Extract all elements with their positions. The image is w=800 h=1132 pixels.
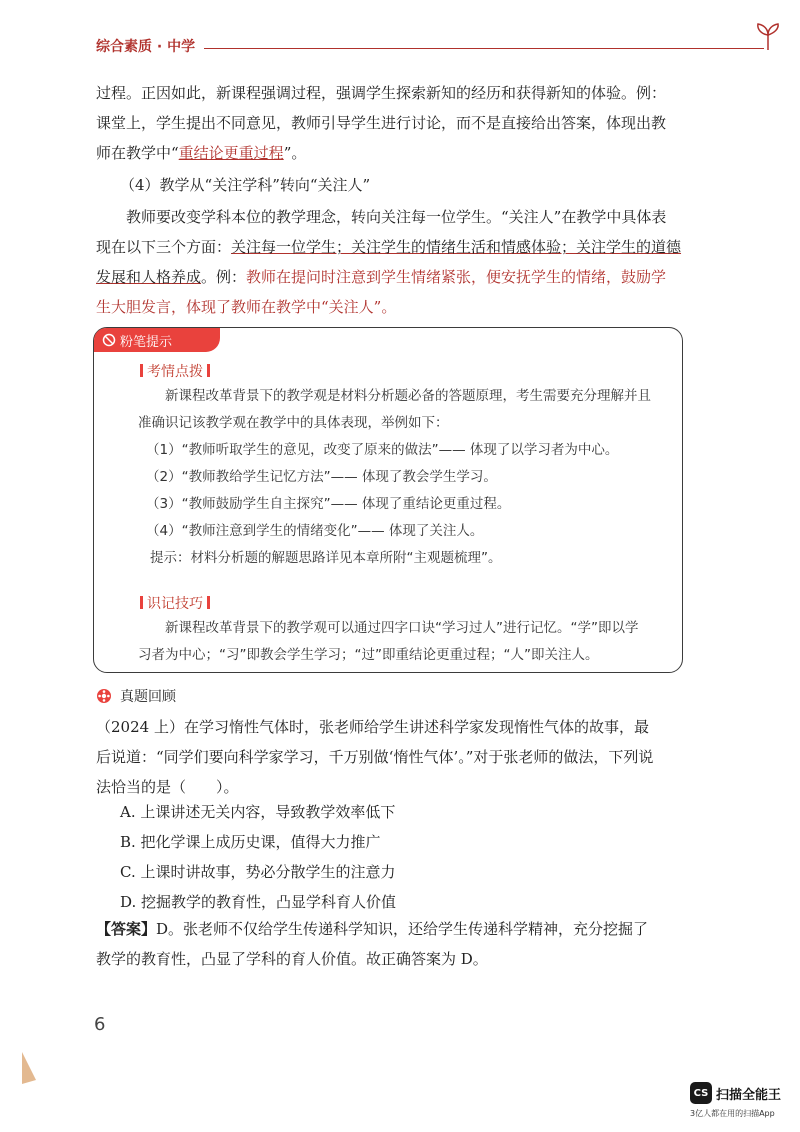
p2-line [96,262,706,292]
tip-intro [138,383,656,437]
scanner-watermark [690,1082,781,1104]
cs-logo: CS [690,1082,712,1104]
flower-icon [96,688,112,704]
review-heading-text: 真题回顾 [120,689,176,705]
section-label-exam [136,361,214,381]
page-corner-decoration [20,1050,38,1086]
body-paragraph-2 [96,202,706,322]
page-number: 6 [94,1014,106,1035]
body-paragraph-1 [96,78,706,168]
highlight-key-phrase: 重结论更重过程 [178,144,284,162]
underlined-points: 关注每一位学生；关注学生的情绪生活和情感体验；关注学生的道德 [231,238,682,256]
cs-tagline: 3亿人都在用的扫描App [690,1109,775,1118]
no-sign-icon [102,333,116,347]
sprout-icon [751,22,785,52]
tip-item: （1）“教师听取学生的意见，改变了原来的做法”—— 体现了以学习者为中心。 [146,442,619,458]
question-line: 后说道：“同学们要向科学家学习，千万别做‘惰性气体’。”对于张老师的做法，下列说 [96,748,654,766]
header-title: 综合素质 · 中学 [96,39,196,55]
question-line: 法恰当的是（ ）。 [96,778,239,796]
answer-text: D。张老师不仅给学生传递科学知识，还给学生传递科学精神，充分挖掘了 [156,920,649,938]
cs-name: 扫描全能王 [716,1087,782,1103]
tip-items [146,437,664,572]
p1-text: 师在教学中“ [96,144,179,162]
tip-intro-line: 准确识记该教学观在教学中的具体表现，举例如下： [138,415,449,431]
answer-line: 教学的教育性，凸显了学科的育人价值。故正确答案为 D。 [96,950,488,968]
example-text: 生大胆发言，体现了教师在教学中“关注人”。 [96,298,397,316]
tip-item: （4）“教师注意到学生的情绪变化”—— 体现了关注人。 [146,523,484,539]
header-rule [204,48,764,49]
p1-text: ”。 [283,144,307,162]
section-label-text: 识记技巧 [147,596,203,612]
section-heading-4: （4）教学从“关注学科”转向“关注人” [120,176,371,194]
tip-item: （3）“教师鼓励学生自主探究”—— 体现了重结论更重过程。 [146,496,511,512]
option-b: B. 把化学课上成历史课，值得大力推广 [120,833,381,851]
p1-line: 课堂上，学生提出不同意见，教师引导学生进行讨论，而不是直接给出答案，体现出教 [96,114,667,132]
review-heading [96,686,176,706]
section-label-text: 考情点拨 [147,364,203,380]
p2-line [96,232,706,262]
option-a: A. 上课讲述无关内容，导致教学效率低下 [120,803,396,821]
underlined-points: 发展和人格养成 [96,268,202,286]
question-stem [96,712,708,802]
answer-block [96,914,708,974]
tip-tab [94,328,220,352]
p2-line: 教师要改变学科本位的教学理念，转向关注每一位学生。“关注人”在教学中具体表 [126,208,667,226]
option-d: D. 挖掘教学的教育性，凸显学科育人价值 [120,893,397,911]
tip-memory-line: 习者为中心；“习”即教会学生学习；“过”即重结论更重过程；“人”即关注人。 [138,647,599,663]
tip-hint: 提示：材料分析题的解题思路详见本章所附“主观题梳理”。 [150,550,502,566]
option-c: C. 上课时讲故事，势必分散学生的注意力 [120,863,396,881]
tip-box [93,327,683,673]
tip-memory-line: 新课程改革背景下的教学观可以通过四字口诀“学习过人”进行记忆。“学”即以学 [165,620,639,636]
p2-text: 现在以下三个方面： [96,238,232,256]
answer-line [96,914,708,944]
p1-line: 过程。正因如此，新课程强调过程，强调学生探索新知的经历和获得新知的体验。例： [96,84,667,102]
p1-line [96,138,706,168]
question-line: （2024 上）在学习惰性气体时，张老师给学生讲述科学家发现惰性气体的故事，最 [96,718,649,736]
tip-intro-line: 新课程改革背景下的教学观是材料分析题必备的答题原理，考生需要充分理解并且 [165,388,651,404]
tip-tab-label: 粉笔提示 [120,334,173,350]
section-label-memory [136,593,214,613]
answer-label: 【答案】 [96,920,157,938]
tip-memory [138,615,656,669]
tip-item: （2）“教师教给学生记忆方法”—— 体现了教会学生学习。 [146,469,497,485]
example-text: 教师在提问时注意到学生情绪紧张，便安抚学生的情绪，鼓励学 [246,268,667,286]
page-header [96,36,696,60]
p2-text: 。例： [201,268,247,286]
